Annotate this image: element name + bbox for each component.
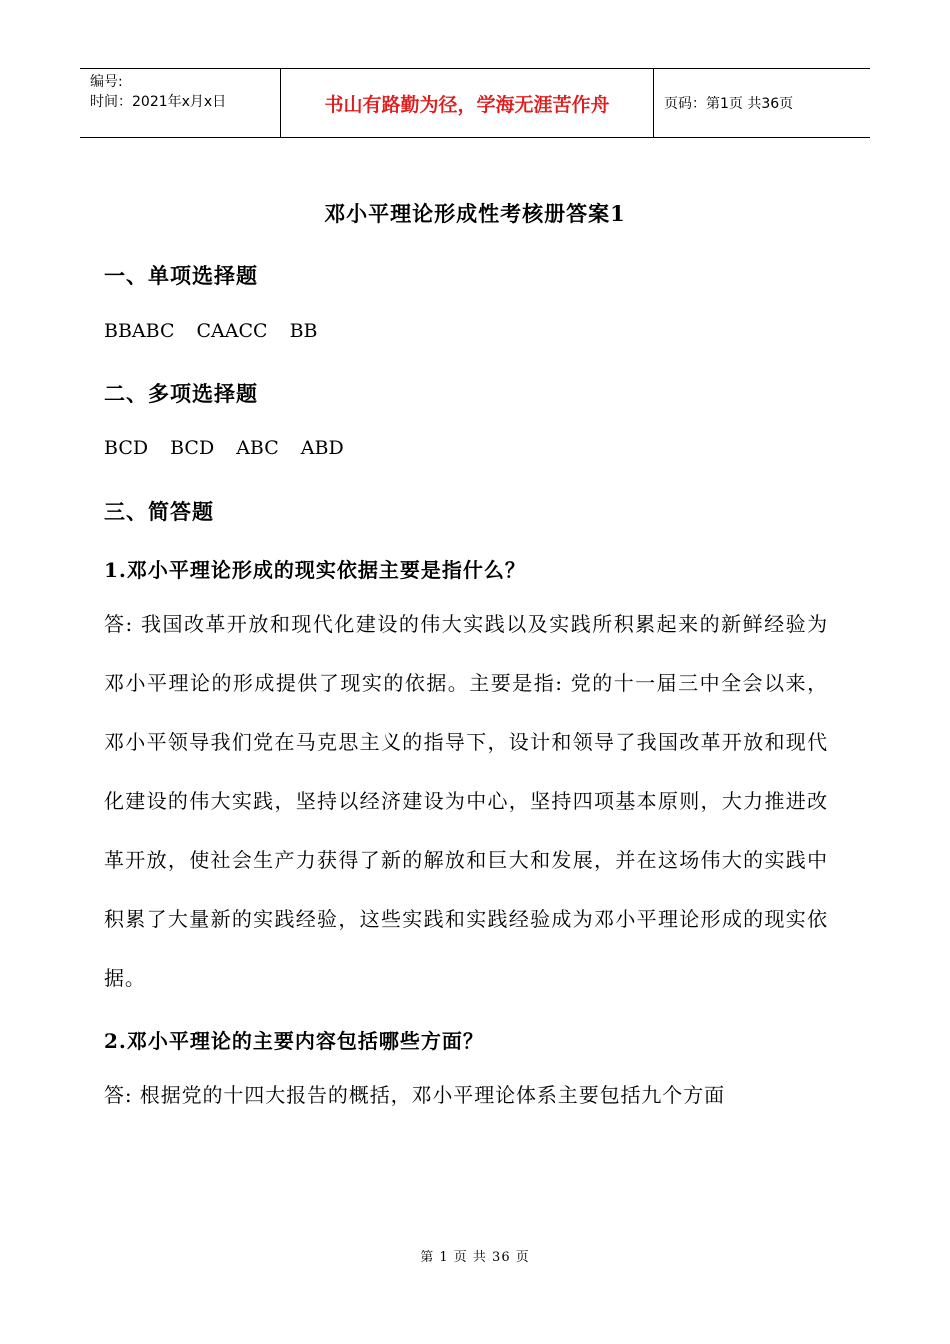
section-heading-short-answer: 三、简答题 (104, 499, 214, 524)
answer-1-paragraph: 答: 我国改革开放和现代化建设的伟大实践以及实践所积累起来的新鲜经验为邓小平理论的形成提供了现实的依据。主要是指: 党的十一届三中全会以来，邓小平领导我们党在马克思主义的指导下，设计和领导了我国改革开放和现代化建设的伟大实践，坚持以经济建设为中心，坚持四项基本原则，大力推进改革开放，使社会生产力获得了新的解放和巨大和发展，并在这场伟大的实践中积累了大量新的实践经验，这些实践和实践经验成为邓小平理论形成的现实依据。 (104, 612, 828, 990)
section-heading-single-choice: 一、单项选择题 (104, 263, 258, 288)
number-label: 编号: (90, 74, 123, 90)
multiple-choice-answers (104, 437, 366, 459)
answer-group: CAACC (196, 320, 268, 342)
section-heading-multiple-choice: 二、多项选择题 (104, 381, 258, 406)
header-motto: 书山有路勤为径，学海无涯苦作舟 (281, 69, 654, 137)
answer-group: BBABC (104, 320, 175, 342)
header-page-info: 页码：第1页 共36页 (664, 96, 794, 112)
answer-2-paragraph: 答: 根据党的十四大报告的概括，邓小平理论体系主要包括九个方面 (104, 1083, 725, 1107)
document-header (80, 68, 870, 138)
date-label: 时间：2021年x月x日 (90, 94, 227, 110)
question-1: 1.邓小平理论形成的现实依据主要是指什么？ (104, 558, 526, 582)
question-2: 2.邓小平理论的主要内容包括哪些方面？ (104, 1029, 484, 1053)
answer-group: BCD (104, 437, 149, 459)
document-title: 邓小平理论形成性考核册答案1 (324, 201, 626, 226)
answer-group: BB (289, 320, 318, 342)
answer-group: ABD (300, 437, 344, 459)
answer-group: ABC (236, 437, 279, 459)
header-meta (80, 69, 281, 137)
page-footer: 第 1 页 共 36 页 (420, 1250, 530, 1265)
single-choice-answers (104, 320, 340, 342)
answer-group: BCD (170, 437, 215, 459)
